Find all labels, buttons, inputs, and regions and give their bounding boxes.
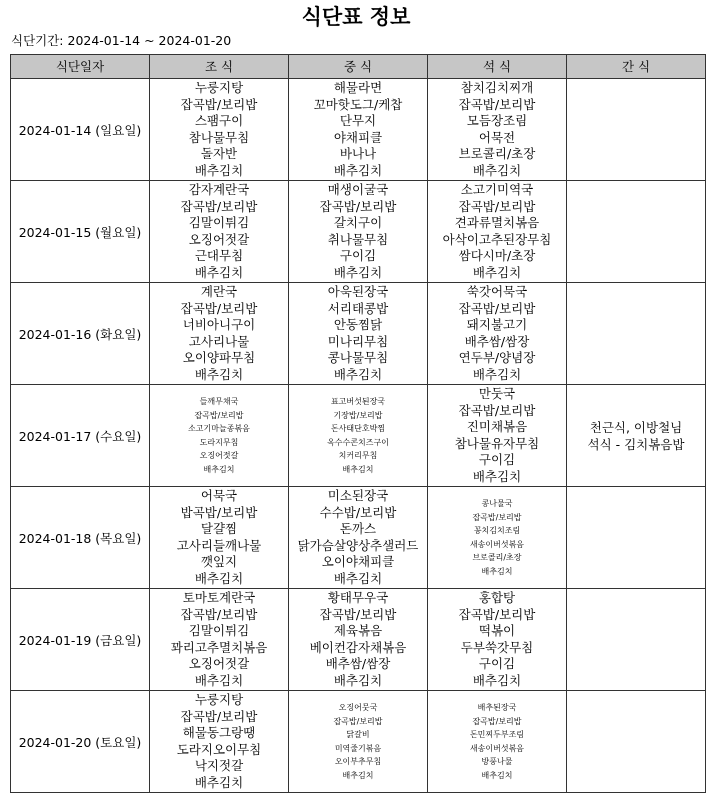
breakfast-menu-list — [150, 395, 288, 476]
menu-item: 배추김치 — [472, 366, 522, 382]
meal-date-cell: 2024-01-14 (일요일) — [11, 79, 150, 181]
breakfast-cell — [150, 181, 289, 283]
lunch-menu-list — [289, 488, 427, 587]
menu-item: 치커리무침 — [338, 451, 378, 460]
snack-cell — [567, 79, 706, 181]
menu-item: 방풍나물 — [481, 757, 513, 766]
menu-item: 참나물유자무침 — [454, 435, 540, 451]
menu-item: 옥수수콘치즈구이 — [327, 437, 389, 447]
breakfast-menu-list — [150, 284, 288, 383]
menu-item: 구이김 — [478, 452, 516, 467]
menu-item: 닭가슴살양상추샐러드 — [297, 537, 419, 553]
lunch-cell — [289, 79, 428, 181]
breakfast-menu-list — [150, 182, 288, 281]
menu-item: 너비아니구이 — [182, 317, 256, 332]
snack-cell — [567, 487, 706, 589]
menu-item: 기장밥/보리밥 — [333, 410, 383, 420]
menu-item: 오이야채피클 — [321, 554, 395, 569]
menu-item: 안동찜닭 — [333, 317, 383, 332]
menu-item: 잡곡밥/보리밥 — [458, 606, 536, 622]
menu-item: 잡곡밥/보리밥 — [319, 198, 397, 214]
menu-item: 고사리나물 — [188, 333, 250, 349]
breakfast-cell — [150, 589, 289, 691]
menu-item: 들깨무채국 — [199, 397, 239, 406]
table-header-row — [11, 55, 706, 79]
lunch-cell — [289, 181, 428, 283]
menu-item: 김말이튀김 — [188, 623, 250, 638]
menu-item: 새송이버섯볶음 — [469, 539, 525, 549]
snack-cell — [567, 181, 706, 283]
menu-item: 배추김치 — [481, 770, 513, 780]
lunch-cell — [289, 487, 428, 589]
breakfast-cell — [150, 283, 289, 385]
menu-item: 배추김치 — [472, 468, 522, 484]
menu-item: 쑥갓어묵국 — [466, 284, 528, 299]
menu-item: 구이김 — [339, 248, 377, 263]
menu-item: 야채피클 — [333, 129, 383, 145]
menu-item: 계란국 — [200, 284, 238, 299]
meal-date-cell: 2024-01-20 (토요일) — [11, 691, 150, 793]
menu-item: 잡곡밥/보리밥 — [458, 300, 536, 316]
menu-item: 배추김치 — [203, 464, 235, 474]
menu-item: 배추김치 — [472, 672, 522, 688]
menu-item: 배추김치 — [333, 264, 383, 280]
dinner-menu-list — [428, 386, 566, 485]
menu-item: 깻잎지 — [200, 554, 238, 569]
menu-item: 쌈다시마/초장 — [458, 248, 536, 263]
meal-date-cell: 2024-01-18 (목요일) — [11, 487, 150, 589]
snack-cell — [567, 589, 706, 691]
menu-item: 제육볶음 — [333, 623, 383, 638]
menu-item: 배추김치 — [342, 464, 374, 474]
menu-item: 콩나물무침 — [327, 350, 389, 365]
menu-item: 연두부/양념장 — [458, 350, 536, 365]
header-lunch: 중 식 — [289, 55, 428, 79]
menu-item: 배추쌈/쌈장 — [464, 333, 530, 349]
snack-cell — [567, 691, 706, 793]
menu-item: 석식 - 김치볶음밥 — [587, 436, 685, 452]
menu-item: 오징어젓갈 — [188, 656, 250, 671]
menu-item: 배추김치 — [194, 264, 244, 280]
menu-item: 잡곡밥/보리밥 — [180, 198, 258, 214]
lunch-cell — [289, 589, 428, 691]
lunch-menu-list — [289, 590, 427, 689]
menu-item: 해물라면 — [333, 80, 383, 95]
breakfast-cell — [150, 487, 289, 589]
snack-cell — [567, 385, 706, 487]
meal-period-label: 식단기간: 2024-01-14 ~ 2024-01-20 — [11, 33, 232, 48]
menu-item: 누룽지탕 — [194, 80, 244, 95]
breakfast-menu-list — [150, 590, 288, 689]
menu-item: 표고버섯된장국 — [330, 397, 386, 406]
page-title: 식단표 정보 — [301, 5, 411, 29]
menu-item: 오이부추무침 — [334, 757, 382, 766]
breakfast-menu-list — [150, 488, 288, 587]
menu-item: 꽈리고추멸치볶음 — [170, 639, 268, 655]
breakfast-cell — [150, 385, 289, 487]
menu-item: 취나물무침 — [327, 231, 389, 247]
breakfast-menu-list — [150, 80, 288, 179]
menu-item: 닭갈비 — [346, 730, 370, 739]
menu-item: 새송이버섯볶음 — [469, 743, 525, 753]
menu-item: 오징어젓갈 — [188, 231, 250, 247]
dinner-menu-list — [428, 284, 566, 383]
menu-item: 황태무우국 — [327, 590, 389, 605]
lunch-menu-list — [289, 80, 427, 179]
menu-item: 아욱된장국 — [327, 284, 389, 299]
snack-menu-list — [567, 419, 705, 453]
menu-item: 배추김치 — [342, 770, 374, 780]
menu-item: 꽁치김치조림 — [473, 526, 521, 535]
table-row — [11, 181, 706, 283]
dinner-cell — [428, 79, 567, 181]
table-row — [11, 589, 706, 691]
header-snack: 간 식 — [567, 55, 706, 79]
menu-item: 천근식, 이방철님 — [589, 419, 683, 435]
menu-item: 배추김치 — [194, 162, 244, 178]
menu-item: 브로콜리/초장 — [472, 553, 522, 562]
menu-item: 오징어뭇국 — [338, 703, 378, 712]
menu-item: 만둣국 — [478, 386, 516, 401]
menu-item: 배추김치 — [333, 162, 383, 178]
menu-item: 배추김치 — [194, 570, 244, 586]
menu-item: 잡곡밥/보리밥 — [458, 402, 536, 418]
menu-item: 도라지무침 — [199, 437, 239, 447]
meal-date-cell: 2024-01-15 (월요일) — [11, 181, 150, 283]
breakfast-cell — [150, 691, 289, 793]
menu-item: 누룽지탕 — [194, 692, 244, 707]
menu-item: 어묵국 — [200, 488, 238, 503]
menu-item: 잡곡밥/보리밥 — [458, 198, 536, 214]
header-breakfast: 조 식 — [150, 55, 289, 79]
snack-cell — [567, 283, 706, 385]
lunch-menu-list — [289, 182, 427, 281]
menu-item: 돈민찌두부조림 — [469, 730, 525, 739]
dinner-cell — [428, 487, 567, 589]
menu-item: 잡곡밥/보리밥 — [472, 716, 522, 726]
table-row — [11, 79, 706, 181]
table-row — [11, 385, 706, 487]
menu-item: 돈사태단호박찜 — [330, 424, 386, 433]
menu-item: 배추김치 — [472, 162, 522, 178]
menu-item: 베이컨감자채볶음 — [309, 639, 407, 655]
menu-item: 감자계란국 — [188, 182, 250, 197]
menu-item: 배추김치 — [194, 774, 244, 790]
lunch-cell — [289, 385, 428, 487]
menu-item: 잡곡밥/보리밥 — [458, 96, 536, 112]
dinner-menu-list — [428, 497, 566, 578]
menu-item: 잡곡밥/보리밥 — [180, 300, 258, 316]
menu-item: 두부쑥갓무침 — [460, 639, 534, 655]
dinner-menu-list — [428, 590, 566, 689]
lunch-menu-list — [289, 395, 427, 476]
menu-item: 꼬마핫도그/케찹 — [313, 96, 403, 112]
menu-item: 바나나 — [339, 146, 377, 161]
table-row — [11, 283, 706, 385]
menu-item: 갈치구이 — [333, 215, 383, 230]
menu-item: 잡곡밥/보리밥 — [472, 512, 522, 522]
menu-item: 잡곡밥/보리밥 — [333, 716, 383, 726]
menu-item: 아삭이고추된장무침 — [442, 231, 552, 247]
menu-item: 수수밥/보리밥 — [319, 504, 397, 520]
menu-item: 도라지오이무침 — [176, 741, 262, 757]
menu-item: 돌자반 — [200, 146, 238, 161]
dinner-cell — [428, 691, 567, 793]
menu-item: 참나물무침 — [188, 129, 250, 145]
menu-item: 김말이튀김 — [188, 215, 250, 230]
dinner-menu-list — [428, 701, 566, 782]
menu-item: 배추된장국 — [477, 703, 517, 712]
menu-item: 배추쌈/쌈장 — [325, 656, 391, 671]
menu-item: 배추김치 — [194, 366, 244, 382]
menu-item: 소고기마늘종볶음 — [188, 424, 250, 433]
menu-item: 소고기미역국 — [460, 182, 534, 197]
menu-item: 홍합탕 — [478, 590, 516, 605]
menu-item: 떡볶이 — [478, 623, 516, 638]
menu-item: 배추김치 — [333, 672, 383, 688]
dinner-cell — [428, 385, 567, 487]
lunch-cell — [289, 283, 428, 385]
menu-item: 배추김치 — [481, 566, 513, 576]
menu-item: 잡곡밥/보리밥 — [180, 708, 258, 724]
menu-item: 미소된장국 — [327, 488, 389, 503]
breakfast-cell — [150, 79, 289, 181]
menu-item: 어묵전 — [478, 129, 516, 145]
menu-item: 달걀찜 — [200, 521, 238, 536]
header-dinner: 석 식 — [428, 55, 567, 79]
table-row — [11, 487, 706, 589]
menu-item: 잡곡밥/보리밥 — [194, 410, 244, 420]
menu-item: 잡곡밥/보리밥 — [319, 606, 397, 622]
menu-item: 배추김치 — [333, 366, 383, 382]
menu-item: 진미채볶음 — [466, 419, 528, 434]
menu-item: 미역줄기볶음 — [334, 743, 382, 753]
meal-plan-table — [10, 54, 706, 793]
menu-item: 브로콜리/초장 — [458, 146, 536, 161]
dinner-cell — [428, 283, 567, 385]
breakfast-menu-list — [150, 692, 288, 791]
menu-item: 오이양파무침 — [182, 350, 256, 365]
menu-item: 토마토계란국 — [182, 590, 256, 605]
menu-item: 견과류멸치볶음 — [454, 215, 540, 230]
menu-item: 매생이굴국 — [327, 182, 389, 197]
menu-item: 밥곡밥/보리밥 — [180, 504, 258, 520]
menu-item: 단무지 — [339, 113, 377, 128]
menu-item: 참치김치찌개 — [460, 80, 534, 95]
menu-item: 콩나물국 — [481, 499, 513, 508]
dinner-cell — [428, 181, 567, 283]
table-body — [11, 79, 706, 793]
meal-date-cell: 2024-01-16 (화요일) — [11, 283, 150, 385]
menu-item: 배추김치 — [472, 264, 522, 280]
dinner-menu-list — [428, 182, 566, 281]
dinner-cell — [428, 589, 567, 691]
menu-item: 구이김 — [478, 656, 516, 671]
meal-date-cell: 2024-01-17 (수요일) — [11, 385, 150, 487]
menu-item: 미나리무침 — [327, 333, 389, 349]
menu-item: 잡곡밥/보리밥 — [180, 96, 258, 112]
menu-item: 돈까스 — [339, 521, 377, 536]
menu-item: 모듬장조림 — [466, 113, 528, 128]
menu-item: 잡곡밥/보리밥 — [180, 606, 258, 622]
menu-item: 낙지젓갈 — [194, 758, 244, 773]
menu-item: 고사리들깨나물 — [176, 537, 262, 553]
lunch-menu-list — [289, 701, 427, 782]
dinner-menu-list — [428, 80, 566, 179]
header-date: 식단일자 — [11, 55, 150, 79]
table-row — [11, 691, 706, 793]
lunch-cell — [289, 691, 428, 793]
menu-item: 배추김치 — [333, 570, 383, 586]
menu-item: 근대무침 — [194, 248, 244, 263]
menu-item: 서리태콩밥 — [327, 300, 389, 316]
menu-item: 돼지불고기 — [466, 317, 528, 332]
menu-item: 오징어젓갈 — [199, 451, 239, 460]
meal-date-cell: 2024-01-19 (금요일) — [11, 589, 150, 691]
lunch-menu-list — [289, 284, 427, 383]
menu-item: 해물동그랑땡 — [182, 725, 256, 740]
menu-item: 배추김치 — [194, 672, 244, 688]
menu-item: 스팸구이 — [194, 113, 244, 128]
